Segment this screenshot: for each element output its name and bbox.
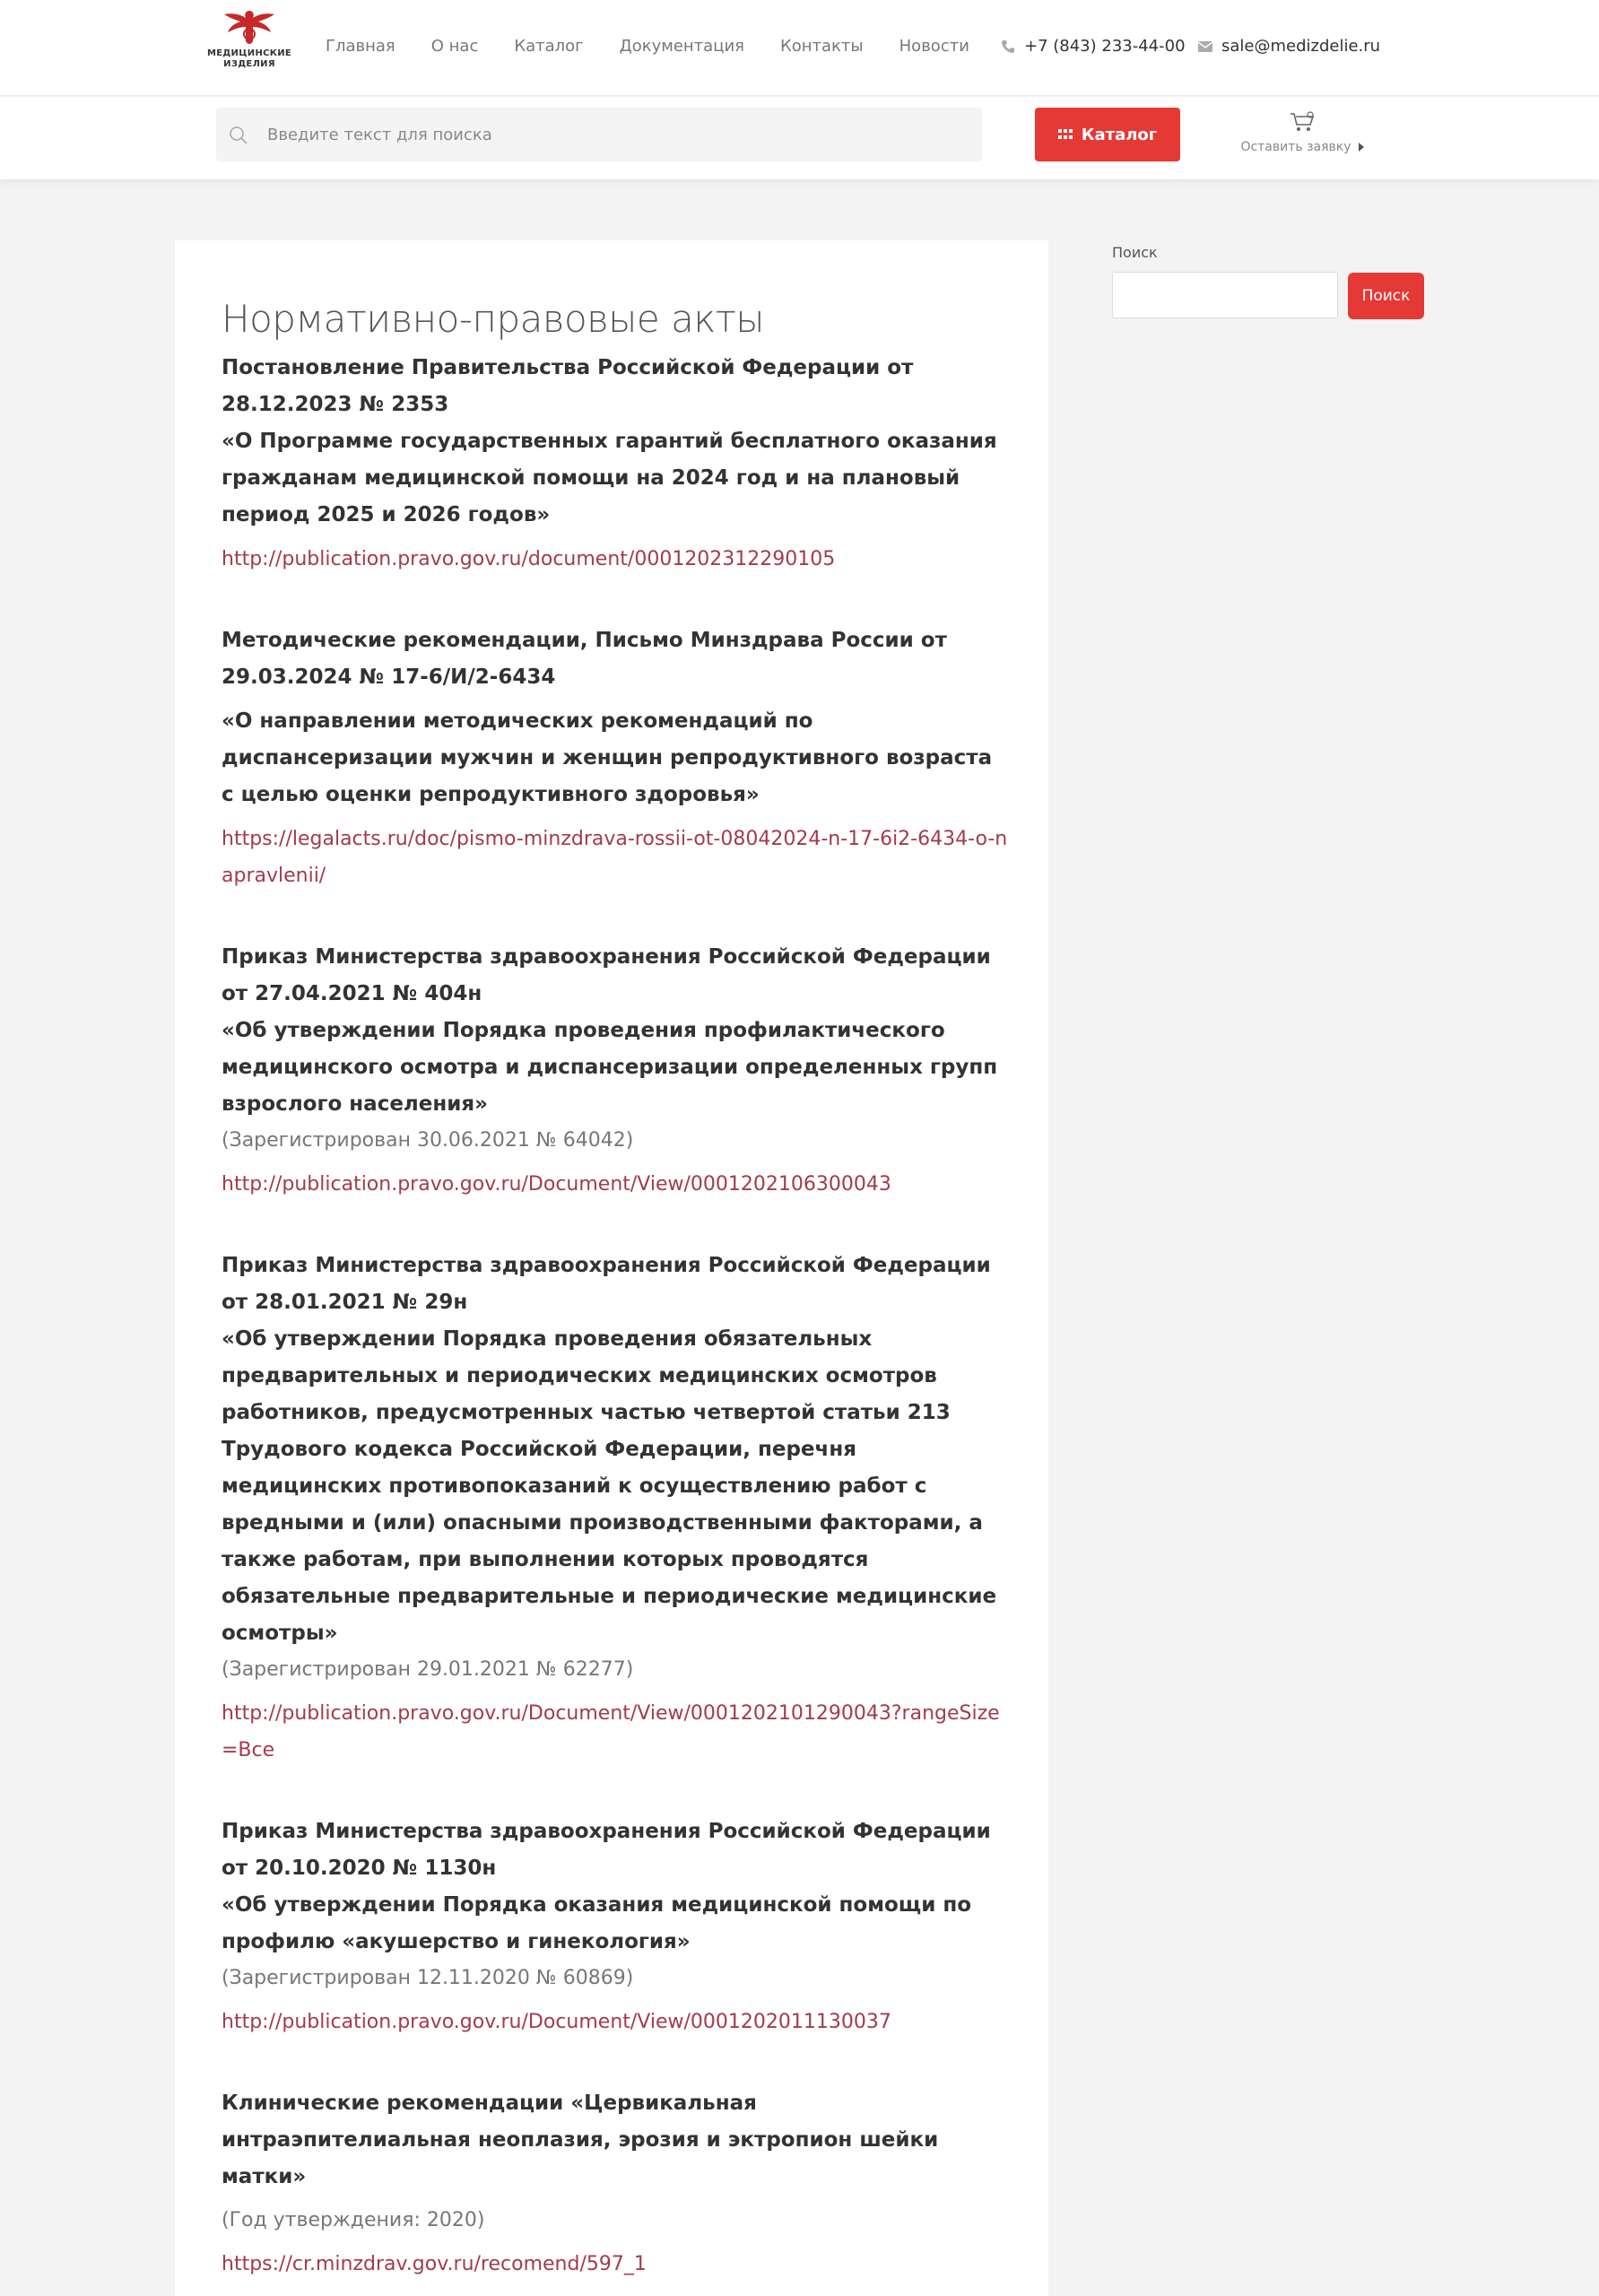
- search-bar: [0, 97, 1599, 179]
- document-subject: «Об утверждении Порядка проведения профилактического медицинского осмотра и диспансеризации определенных групп взрослого населения»: [222, 1019, 998, 1116]
- nav-contacts[interactable]: Контакты: [779, 37, 864, 56]
- search-icon: [229, 126, 248, 149]
- document-link[interactable]: http://publication.pravo.gov.ru/document/0001202312290105: [222, 548, 836, 570]
- document-link[interactable]: http://publication.pravo.gov.ru/Document/View/0001202011130037: [222, 2011, 891, 2033]
- document-item: [222, 1813, 1011, 2040]
- registration-note: (Зарегистрирован 29.01.2021 № 62277): [222, 1658, 634, 1681]
- registration-note: (Зарегистрирован 12.11.2020 № 60869): [222, 1967, 634, 1989]
- document-heading: Приказ Министерства здравоохранения Российской Федерации от 20.10.2020 № 1130н: [222, 1820, 991, 1880]
- document-subject: «О направлении методических рекомендаций по диспансеризации мужчин и женщин репродуктивного возраста с целью оценки репродуктивного здоровья»: [222, 709, 993, 806]
- document-heading: Клинические рекомендации «Цервикальная интраэпителиальная неоплазия, эрозия и эктропион шейки матки»: [222, 2092, 939, 2188]
- article: [222, 294, 1011, 2296]
- sidebar-search-input[interactable]: [1112, 272, 1338, 318]
- document-subject: «О Программе государственных гарантий бесплатного оказания гражданам медицинской помощи на 2024 год и на плановый период 2025 и 2026 годов»: [222, 430, 997, 526]
- phone-number: +7 (843) 233-44-00: [1024, 37, 1186, 56]
- main-nav: [326, 36, 1005, 57]
- nav-about[interactable]: О нас: [430, 37, 479, 56]
- sidebar-search-button[interactable]: Поиск: [1348, 273, 1424, 319]
- order-label: Оставить заявку: [1240, 140, 1351, 154]
- document-heading: Постановление Правительства Российской Федерации от 28.12.2023 № 2353: [222, 356, 914, 416]
- eagle-logo-icon: [213, 7, 285, 48]
- document-item: [222, 350, 1011, 578]
- logo-line-2: ИЗДЕЛИЯ: [223, 59, 275, 69]
- site-logo[interactable]: [204, 7, 294, 88]
- document-heading: Приказ Министерства здравоохранения Российской Федерации от 28.01.2021 № 29н: [222, 1254, 991, 1314]
- email-contact[interactable]: [1198, 36, 1380, 57]
- document-subject: «Об утверждении Порядка проведения обязательных предварительных и периодических медицинских осмотров работников, предусмотренных частью четвертой статьи 213 Трудового кодекса Российской Федерации, перечня медицинских противопоказаний к осуществлению работ с вредными и (или) опасными производственными факторами, а также работам, при выполнении которых проводятся обязательные предварительные и периодические медицинские осмотры»: [222, 1327, 997, 1645]
- search-input[interactable]: [267, 108, 967, 161]
- approval-year-note: (Год утверждения: 2020): [222, 2209, 485, 2231]
- phone-icon: [1001, 39, 1015, 54]
- email-address: sale@medizdelie.ru: [1221, 37, 1381, 56]
- phone-contact[interactable]: [1001, 36, 1186, 57]
- grid-icon: [1058, 129, 1073, 140]
- document-heading: Приказ Министерства здравоохранения Российской Федерации от 27.04.2021 № 404н: [222, 945, 991, 1005]
- site-search: [216, 108, 982, 161]
- registration-note: (Зарегистрирован 30.06.2021 № 64042): [222, 1129, 634, 1152]
- envelope-icon: [1198, 41, 1212, 52]
- order-request[interactable]: [1230, 111, 1374, 154]
- page-title: Нормативно-правовые акты: [222, 297, 764, 341]
- document-link[interactable]: http://publication.pravo.gov.ru/Document/View/0001202101290043?rangeSize=Все: [222, 1702, 1000, 1761]
- catalog-button-label: Каталог: [1081, 125, 1158, 144]
- caret-right-icon: [1359, 143, 1364, 152]
- logo-line-1: МЕДИЦИНСКИЕ: [206, 48, 292, 58]
- document-link[interactable]: http://publication.pravo.gov.ru/Document/View/0001202106300043: [222, 1173, 891, 1196]
- document-item: [222, 939, 1011, 1203]
- document-item: [222, 622, 1011, 894]
- document-subject: «Об утверждении Порядка оказания медицинской помощи по профилю «акушерство и гинекология»: [222, 1893, 972, 1953]
- document-item: [222, 2085, 1011, 2283]
- sidebar-search-label: Поиск: [1112, 244, 1158, 261]
- document-link[interactable]: https://legalacts.ru/doc/pismo-minzdrava-rossii-ot-08042024-n-17-6i2-6434-o-napravlenii/: [222, 828, 1008, 887]
- top-header: [0, 0, 1599, 96]
- nav-news[interactable]: Новости: [899, 37, 969, 56]
- catalog-button[interactable]: [1035, 108, 1180, 161]
- document-item: [222, 1248, 1011, 1769]
- nav-home[interactable]: Главная: [326, 37, 395, 56]
- document-heading: Методические рекомендации, Письмо Минздрава России от 29.03.2024 № 17-6/И/2-6434: [222, 629, 947, 689]
- nav-catalog[interactable]: Каталог: [514, 37, 584, 56]
- nav-documentation[interactable]: Документация: [619, 37, 744, 56]
- content-card: [175, 240, 1048, 2296]
- document-link[interactable]: https://cr.minzdrav.gov.ru/recomend/597_1: [222, 2253, 647, 2275]
- cart-icon: [1230, 111, 1374, 136]
